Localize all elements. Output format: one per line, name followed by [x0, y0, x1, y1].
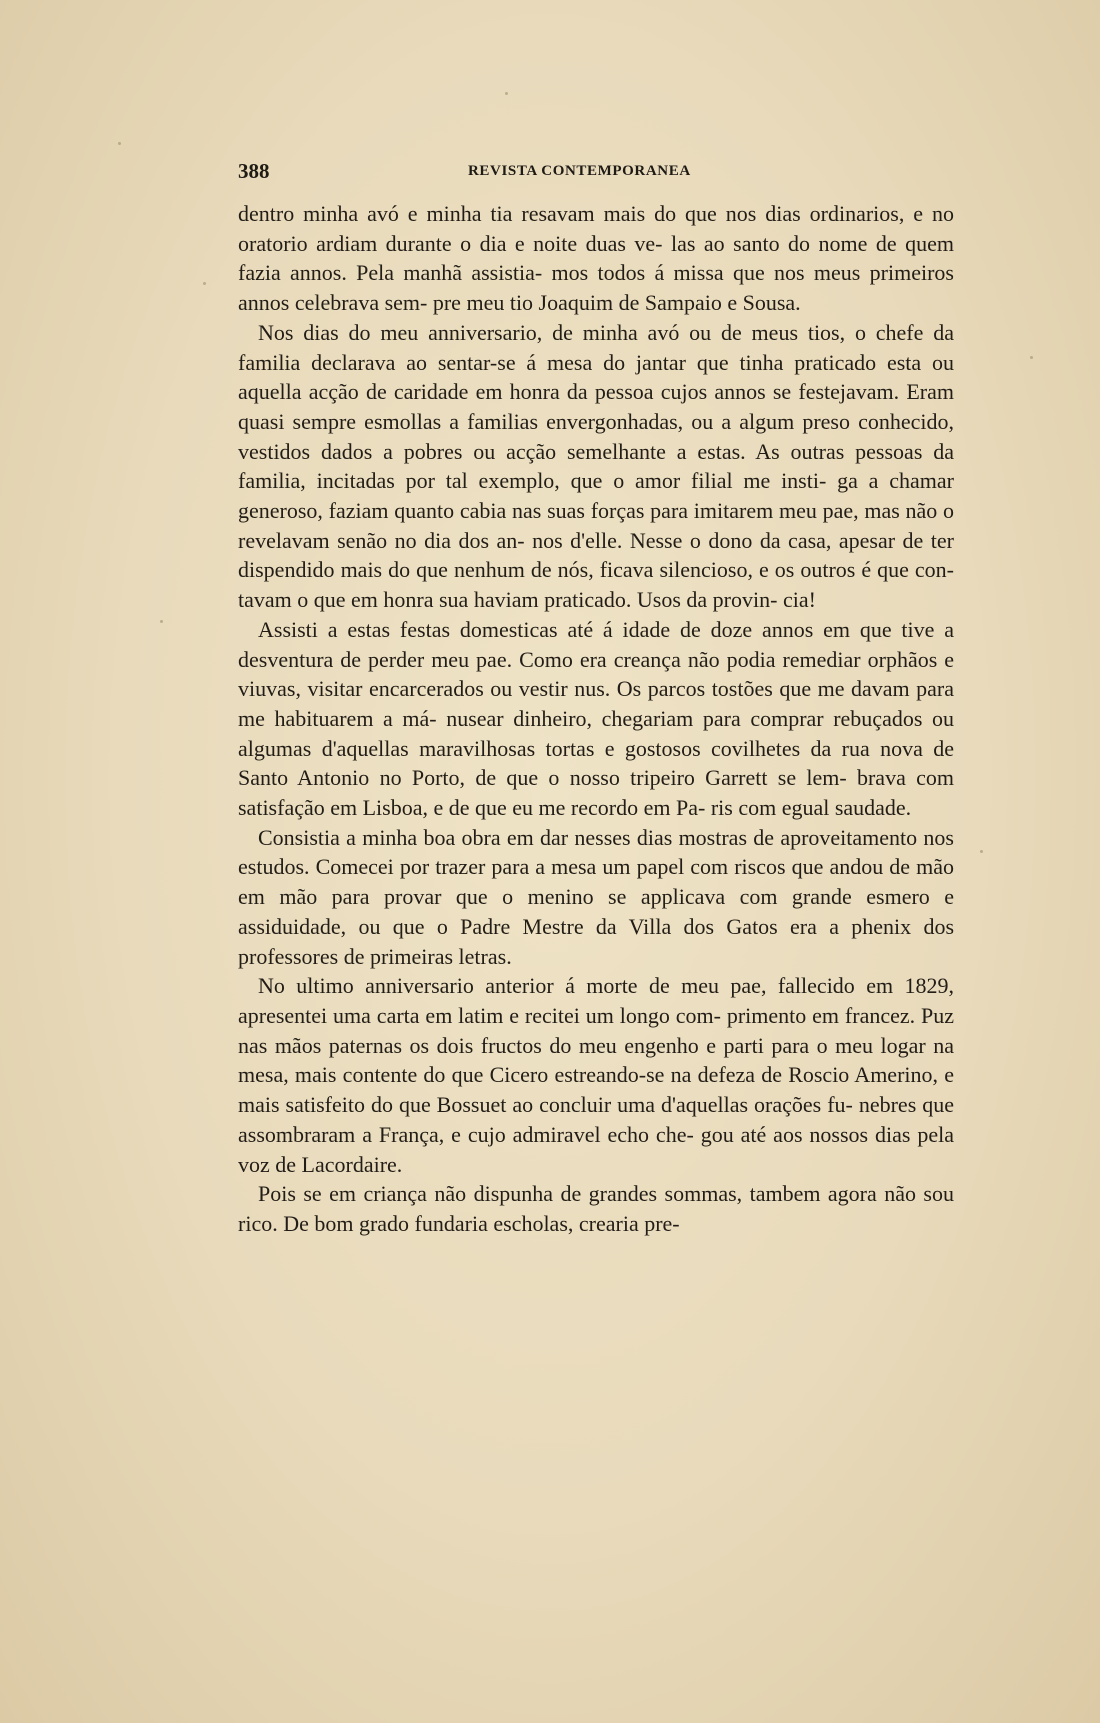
text-line: agora não sou rico. De bom grado fundaria escholas, crearia pre- — [238, 1181, 954, 1236]
text-line: nebres que assombraram a França, e cujo admiravel echo che- — [238, 1092, 955, 1147]
page-header — [238, 159, 953, 189]
text-line: Santo Antonio no Porto, de que o nosso tripeiro Garrett se lem- — [238, 765, 847, 791]
text-line: do que Cicero estreando-se na defeza de Roscio Amerino, e mais — [238, 1062, 954, 1118]
text-line: em 1829, apresentei uma carta em latim e recitei um longo com- — [238, 973, 954, 1028]
text-line: meu engenho e parti para o meu logar na mesa, mais contente — [238, 1032, 955, 1088]
paragraph — [238, 318, 954, 615]
text-line: ris com egual saudade. — [710, 795, 912, 821]
text-line: gou até aos nossos dias pela voz de Lacordaire. — [238, 1121, 955, 1177]
paragraph — [238, 615, 954, 823]
text-line: podia remediar orphãos e viuvas, visitar encarcerados ou vestir — [238, 646, 955, 702]
text-line: No ultimo anniversario anterior á morte de meu pae, fallecido — [258, 973, 855, 999]
text-line: Pois se em criança não dispunha de grandes sommas, tambem — [258, 1181, 821, 1207]
text-line: tinha praticado esta ou aquella acção de caridade em honra da — [238, 349, 954, 405]
text-line: da familia, incitadas por tal exemplo, que o amor filial me insti- — [238, 438, 954, 494]
paragraph — [238, 971, 954, 1179]
text-line: do que nenhum de nós, ficava silencioso, e os outros é que con- — [388, 557, 955, 583]
text-line: brava com satisfação em Lisboa, e de que eu me recordo em Pa- — [238, 765, 955, 821]
text-line: nus. Os parcos tostões que me davam para me habituarem a má- — [238, 676, 955, 731]
text-line: Nos dias do meu anniversario, de minha avó ou de meus tios, — [258, 319, 846, 345]
text-line: satisfeito do que Bossuet ao concluir uma d'aquellas orações fu- — [285, 1092, 853, 1118]
text-line: que tive a desventura de perder meu pae. Como era creança não — [238, 616, 955, 672]
body-text — [238, 199, 954, 1239]
text-line: papel com riscos que andou de mão em mão para provar que o — [238, 854, 955, 910]
text-line: ordinarios, e no oratorio ardiam durante o dia e noite duas ve- — [238, 201, 955, 256]
text-line: familias envergonhadas, ou a algum preso conhecido, vestidos — [238, 408, 954, 464]
running-title: REVISTA CONTEMPORANEA — [468, 163, 691, 179]
text-line: dados a pobres ou acção semelhante a estas. As outras pessoas — [320, 438, 923, 464]
text-line: menino se applicava com grande esmero e assiduidade, ou que — [238, 884, 955, 939]
text-line: imitarem meu pae, mas não o revelavam senão no dia dos an- — [238, 498, 955, 553]
text-line: o chefe da familia declarava ao sentar-se á mesa do jantar que — [238, 319, 954, 375]
paragraph — [238, 823, 954, 972]
text-line: pre meu tio Joaquim de Sampaio e Sousa. — [432, 290, 801, 316]
text-line: cia! — [782, 587, 816, 613]
text-line: mos todos á missa que nos meus primeiros annos celebrava sem- — [238, 260, 954, 316]
text-line: o Padre Mestre da Villa dos Gatos era a phenix dos professores — [238, 913, 955, 969]
text-line: pessoa cujos annos se festejavam. Eram quasi sempre esmollas a — [238, 379, 954, 434]
text-line: dentro minha avó e minha tia resavam mais do que nos dias — [238, 201, 801, 226]
text-line: Assisti a estas festas domesticas até á idade de doze annos em — [258, 616, 850, 642]
text-line: aproveitamento nos estudos. Comecei por trazer para a mesa um — [238, 824, 954, 880]
text-line: ga a chamar generoso, faziam quanto cabia nas suas forças para — [238, 468, 954, 524]
text-line: Consistia a minha boa obra em dar nesses dias mostras de — [258, 824, 775, 850]
text-line: tavam o que em honra sua haviam praticado. Usos da provin- — [238, 587, 778, 613]
text-line: d'aquellas maravilhosas tortas e gostosos covilhetes da rua nova de — [321, 735, 955, 761]
text-line: nos d'elle. Nesse o dono da casa, apesar de ter dispendido mais — [238, 527, 955, 583]
text-line: las ao santo do nome de quem fazia annos. Pela manhã assistia- — [238, 230, 954, 286]
paragraph — [238, 199, 954, 318]
page-number: 388 — [238, 159, 270, 183]
text-line: nusear dinheiro, chegariam para comprar rebuçados ou algumas — [238, 705, 954, 761]
text-line: primento em francez. Puz nas mãos paternas os dois fructos do — [238, 1002, 955, 1058]
text-line: de primeiras letras. — [343, 943, 512, 969]
paragraph — [238, 1179, 954, 1238]
